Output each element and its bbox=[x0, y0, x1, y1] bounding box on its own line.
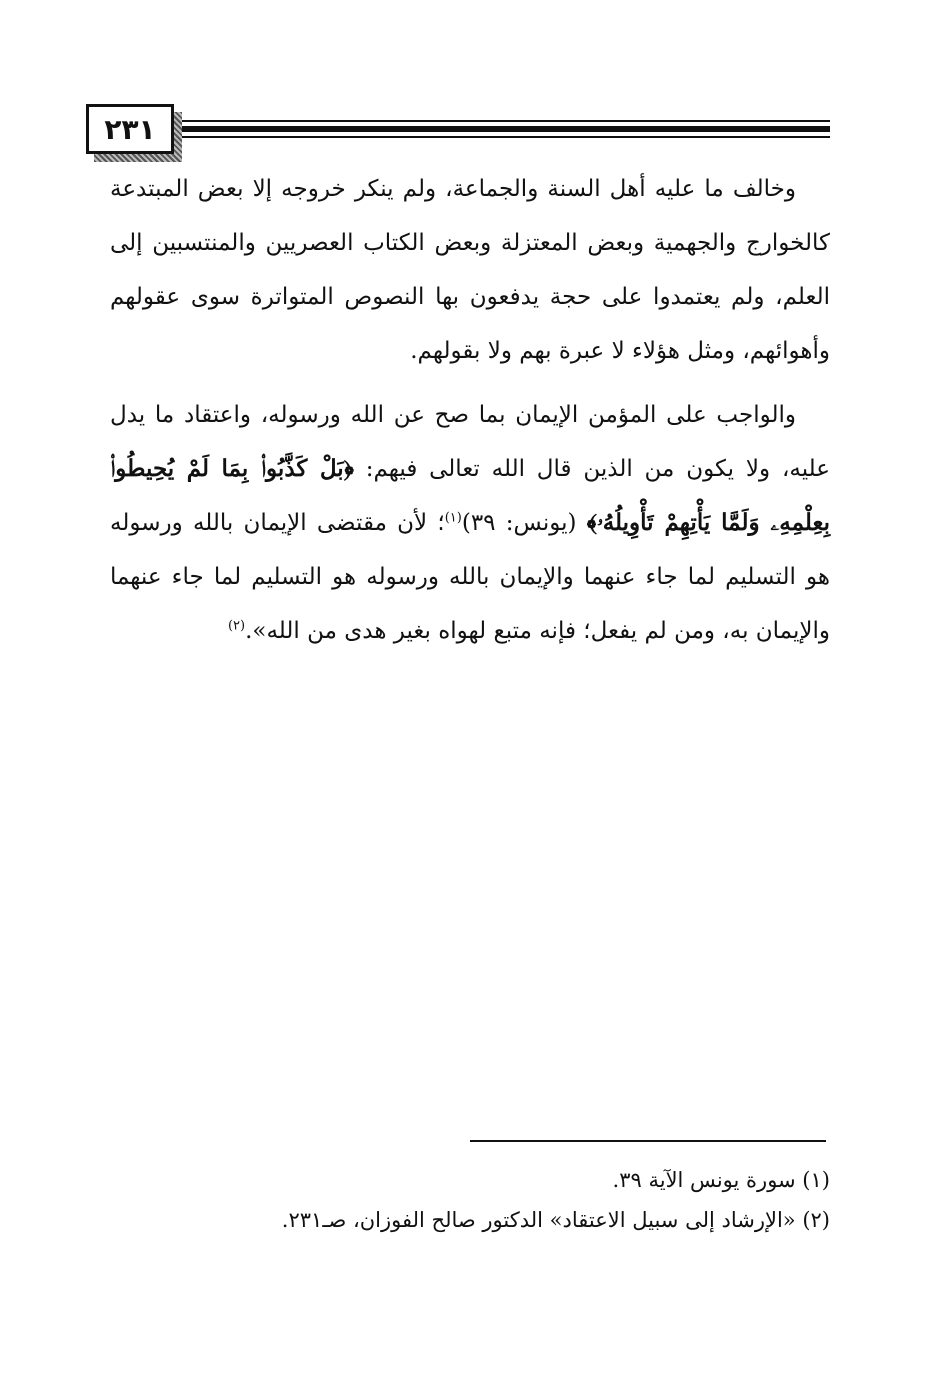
header-rule-thin-top bbox=[182, 120, 830, 122]
footnote-ref-1: (١) bbox=[444, 510, 462, 526]
paragraph-2-part-a: والواجب على المؤمن الإيمان بما صح عن الله ورسوله، واعتقاد ما يدل عليه، ولا يكون من الذين قال الله تعالى فيهم: bbox=[110, 402, 830, 482]
paragraph-1: وخالف ما عليه أهل السنة والجماعة، ولم ينكر خروجه إلا بعض المبتدعة كالخوارج والجهمية وبعض المعتزلة وبعض الكتاب العصريين والمنتسبين إلى العلم، ولم يعتمدوا على حجة يدفعون بها النصوص المتواترة سوى عقولهم وأهوائهم، ومثل هؤلاء لا عبرة بهم ولا بقولهم. bbox=[110, 176, 830, 364]
header-rule bbox=[182, 120, 830, 142]
footnotes bbox=[110, 1160, 830, 1240]
footnote-ref-2: (٢) bbox=[227, 618, 246, 634]
paragraph-2 bbox=[110, 388, 830, 658]
quran-verse: ﴿بَلْ كَذَّبُوا۟ بِمَا لَمْ يُحِيطُوا۟ بِعِلْمِهِۦ وَلَمَّا يَأْتِهِمْ تَأْوِيلُهُۥ﴾ bbox=[110, 455, 830, 536]
paragraph-2-part-c: ؛ لأن مقتضى الإيمان بالله ورسوله هو التسليم لما جاء عنهما والإيمان بالله ورسوله هو التسليم لما جاء عنهما والإيمان به، ومن لم يفعل؛ فإنه متبع لهواه بغير هدى من الله». bbox=[110, 510, 830, 644]
verse-citation: (يونس: ٣٩) bbox=[461, 510, 587, 536]
footnote-1: (١) سورة يونس الآية ٣٩. bbox=[612, 1168, 830, 1192]
main-text bbox=[110, 162, 830, 668]
page-header bbox=[86, 100, 830, 158]
header-rule-thick bbox=[182, 126, 830, 132]
footnote-2: (٢) «الإرشاد إلى سبيل الاعتقاد» الدكتور صالح الفوزان، صـ٢٣١. bbox=[281, 1208, 830, 1232]
header-rule-thin-bottom bbox=[182, 136, 830, 138]
page-number: ٢٣١ bbox=[86, 104, 174, 154]
footnote-separator bbox=[470, 1140, 826, 1142]
